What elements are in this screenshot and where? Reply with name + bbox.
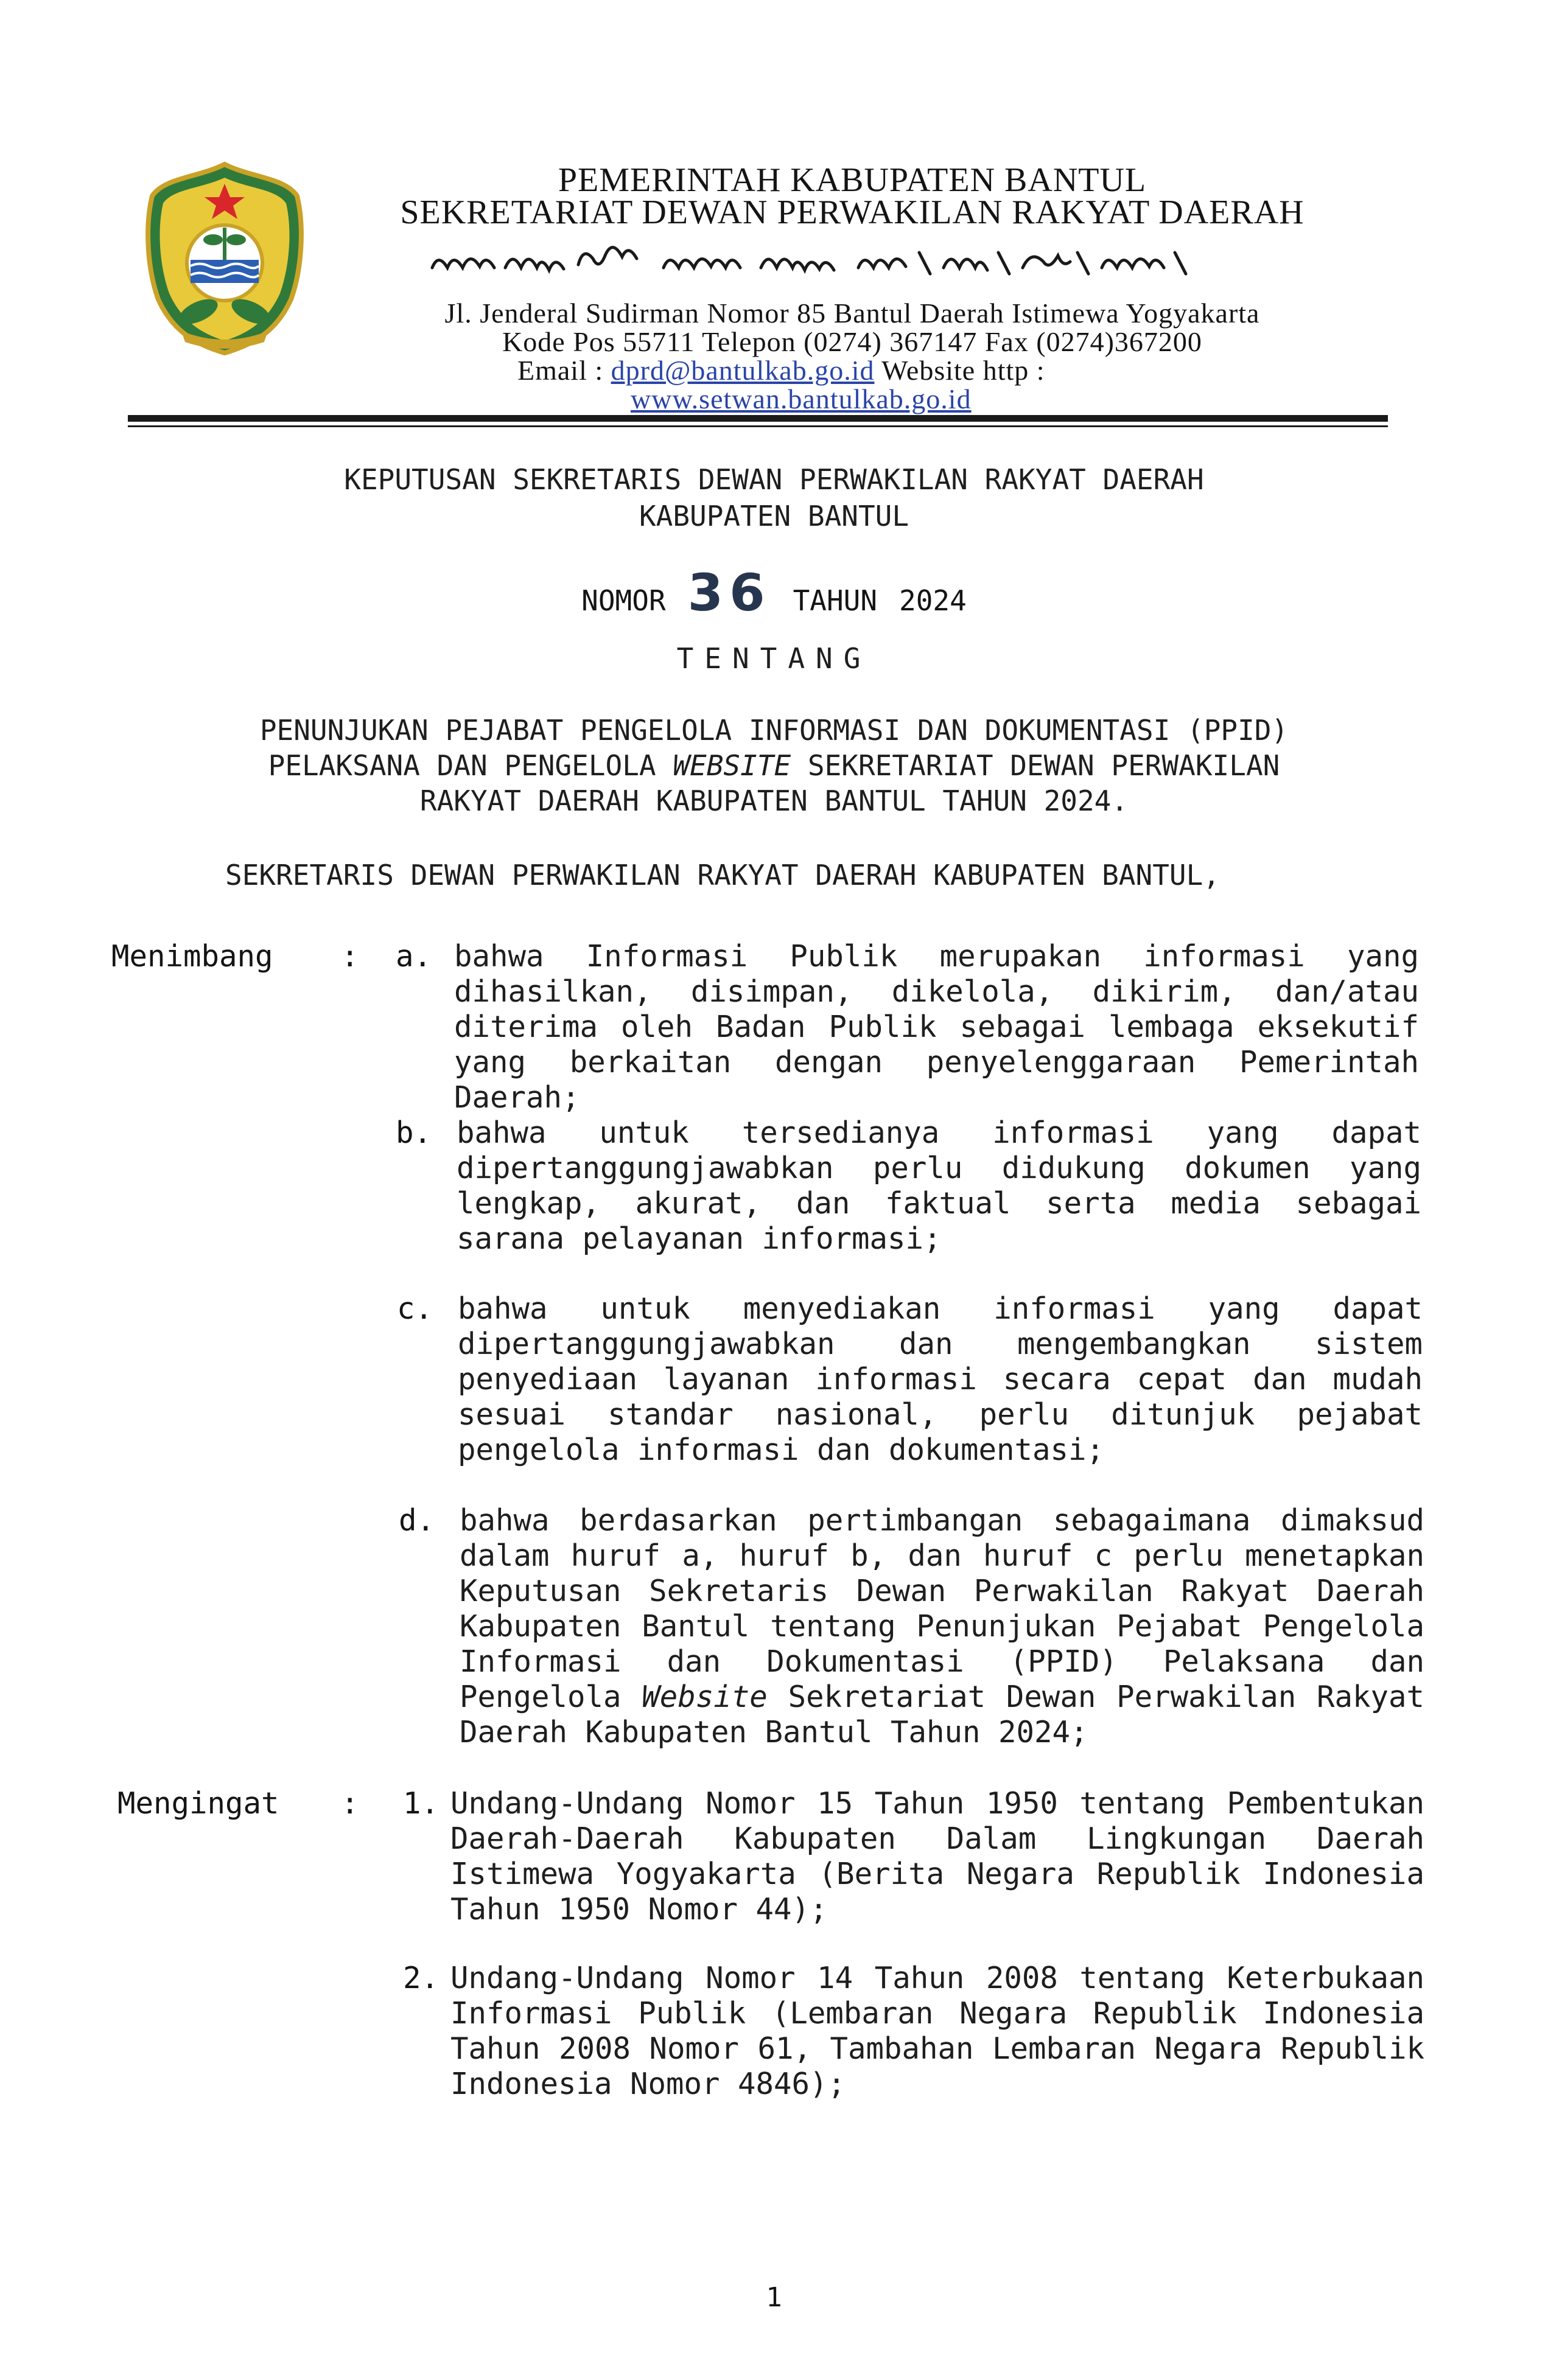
- tahun-label: TAHUN: [793, 584, 878, 617]
- menimbang-item-d-part-a: bahwa berdasarkan pertimbangan sebagaimana dimaksud dalam huruf a, huruf b, dan huruf c perlu menetapkan Keputusan Sekretaris Dewan Perwakilan Rakyat Daerah Kabupaten Bantul tentang Penunjukan Pejabat Pengelola Informasi dan Dokumentasi (PPID) Pelaksana dan Pengelola: [460, 1503, 1424, 1714]
- org-name-line1: PEMERINTAH KABUPATEN BANTUL: [558, 161, 1147, 199]
- page-number: 1: [766, 2282, 782, 2313]
- website-line: [631, 384, 972, 414]
- menimbang-item-c: bahwa untuk menyediakan informasi yang dapat dipertanggungjawabkan dan mengembangkan sistem penyediaan layanan informasi secara cepat dan mudah sesuai standar nasional, perlu ditunjuk pejabat pengelola informasi dan dokumentasi;: [458, 1291, 1423, 1467]
- menimbang-item-d-part-b: Sekretariat Dewan Perwakilan Rakyat Daerah Kabupaten Bantul Tahun 2024;: [460, 1680, 1424, 1750]
- issuer-line: SEKRETARIS DEWAN PERWAKILAN RAKYAT DAERAH KABUPATEN BANTUL,: [225, 859, 1220, 892]
- subject-line2-italic: WEBSITE: [673, 749, 791, 782]
- menimbang-marker-c: c.: [397, 1291, 433, 1326]
- subject-line2: [0, 747, 1548, 784]
- subject-line2-part-c: SEKRETARIAT DEWAN PERWAKILAN: [791, 749, 1280, 782]
- email-label: Email :: [517, 355, 611, 386]
- subject-line1: PENUNJUKAN PEJABAT PENGELOLA INFORMASI DAN DOKUMENTASI (PPID): [259, 714, 1289, 747]
- javanese-script-org-name: [420, 240, 1236, 283]
- nomor-label: NOMOR: [581, 584, 666, 617]
- bantul-regency-crest-icon: [145, 159, 304, 355]
- decision-heading-line1: KEPUTUSAN SEKRETARIS DEWAN PERWAKILAN RAKYAT DAERAH: [344, 463, 1204, 496]
- menimbang-item-b: bahwa untuk tersedianya informasi yang dapat dipertanggungjawabkan perlu didukung dokumen yang lengkap, akurat, dan faktual serta media sebagai sarana pelayanan informasi;: [457, 1115, 1421, 1256]
- website-link[interactable]: www.setwan.bantulkab.go.id: [631, 383, 972, 414]
- letterhead-divider-thick: [128, 415, 1388, 422]
- mengingat-marker-1: 1.: [403, 1786, 440, 1821]
- subject-line3: RAKYAT DAERAH KABUPATEN BANTUL TAHUN 2024.: [419, 784, 1129, 817]
- menimbang-marker-d: d.: [399, 1503, 435, 1538]
- mengingat-item-1: Undang-Undang Nomor 15 Tahun 1950 tentang Pembentukan Daerah-Daerah Kabupaten Dalam Lingkungan Daerah Istimewa Yogyakarta (Berita Negara Republik Indonesia Tahun 1950 Nomor 44);: [450, 1786, 1424, 1927]
- mengingat-item-2: Undang-Undang Nomor 14 Tahun 2008 tentang Keterbukaan Informasi Publik (Lembaran Negara Republik Indonesia Tahun 2008 Nomor 61, Tambahan Lembaran Negara Republik Indonesia Nomor 4846);: [450, 1961, 1424, 2101]
- address-line1: Jl. Jenderal Sudirman Nomor 85 Bantul Daerah Istimewa Yogyakarta: [444, 298, 1260, 329]
- decision-number: 36: [687, 563, 771, 623]
- mengingat-colon: :: [341, 1786, 359, 1821]
- menimbang-item-d-italic: Website: [642, 1680, 768, 1714]
- org-name-line2: SEKRETARIAT DEWAN PERWAKILAN RAKYAT DAERAH: [400, 194, 1305, 231]
- address-line2: Kode Pos 55711 Telepon (0274) 367147 Fax (0274)367200: [502, 326, 1202, 357]
- email-link[interactable]: dprd@bantulkab.go.id: [611, 355, 875, 386]
- subject-line2-part-a: PELAKSANA DAN PENGELOLA: [268, 749, 673, 782]
- mengingat-label: Mengingat: [117, 1786, 279, 1821]
- menimbang-item-a: bahwa Informasi Publik merupakan informasi yang dihasilkan, disimpan, dikelola, dikirim, dan/atau diterima oleh Badan Publik sebagai lembaga eksekutif yang berkaitan dengan penyelenggaraan Pemerintah Daerah;: [454, 939, 1419, 1115]
- tentang-heading: TENTANG: [676, 642, 872, 675]
- contact-line: [517, 355, 1045, 386]
- menimbang-label: Menimbang: [111, 939, 273, 974]
- decision-heading-line2: KABUPATEN BANTUL: [639, 500, 909, 532]
- menimbang-marker-a: a.: [396, 939, 432, 974]
- menimbang-colon: :: [341, 939, 359, 974]
- letterhead-divider-thin: [128, 425, 1388, 427]
- decision-number-row: [0, 563, 1548, 623]
- menimbang-item-d: [460, 1503, 1424, 1750]
- mengingat-marker-2: 2.: [403, 1961, 440, 1995]
- decision-year: 2024: [899, 584, 967, 617]
- website-label: Website http :: [874, 355, 1045, 386]
- menimbang-marker-b: b.: [396, 1115, 432, 1150]
